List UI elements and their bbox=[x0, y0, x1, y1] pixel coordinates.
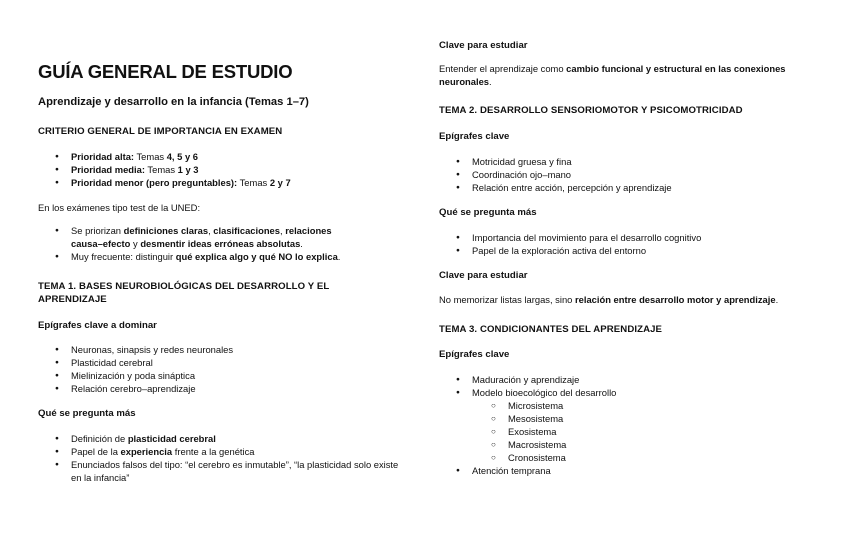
tema2-clave-heading: Clave para estudiar bbox=[439, 270, 528, 281]
tema3-subitem-4: ○ Macrosistema bbox=[439, 438, 566, 451]
tema3-epigrafe-2: ● Modelo bioecológico del desarrollo bbox=[439, 386, 616, 399]
priority-medium-item: ● Prioridad media: Temas 1 y 3 bbox=[38, 163, 199, 176]
tema2-pregunta-heading: Qué se pregunta más bbox=[439, 207, 537, 218]
tema1-pregunta-2: ● Papel de la experiencia frente a la genética bbox=[38, 445, 255, 458]
tema2-clave-text: No memorizar listas largas, sino relación entre desarrollo motor y aprendizaje. bbox=[439, 294, 779, 305]
tema2-epigrafe-3: ● Relación entre acción, percepción y aprendizaje bbox=[439, 181, 672, 194]
tema1-epigrafe-1: ● Neuronas, sinapsis y redes neuronales bbox=[38, 343, 233, 356]
tema2-heading: TEMA 2. DESARROLLO SENSORIOMOTOR Y PSICOMOTRICIDAD bbox=[439, 105, 743, 116]
page-title: GUÍA GENERAL DE ESTUDIO bbox=[38, 61, 293, 82]
tema2-epigrafe-2: ● Coordinación ojo–mano bbox=[439, 168, 571, 181]
tema3-subitem-1: ○ Microsistema bbox=[439, 399, 563, 412]
tema2-pregunta-1: ● Importancia del movimiento para el desarrollo cognitivo bbox=[439, 231, 701, 244]
tema1-epigrafe-4: ● Relación cerebro–aprendizaje bbox=[38, 382, 196, 395]
tema3-epigrafes-heading: Epígrafes clave bbox=[439, 349, 510, 360]
tema3-subitem-2: ○ Mesosistema bbox=[439, 412, 563, 425]
criterio-bullet-2: ● Muy frecuente: distinguir qué explica algo y qué NO lo explica. bbox=[38, 250, 340, 263]
tema1-clave-heading: Clave para estudiar bbox=[439, 40, 528, 51]
tema3-epigrafe-1: ● Maduración y aprendizaje bbox=[439, 373, 579, 386]
tema2-pregunta-2: ● Papel de la exploración activa del entorno bbox=[439, 244, 646, 257]
criterio-intro: En los exámenes tipo test de la UNED: bbox=[38, 202, 201, 213]
tema3-subitem-5: ○ Cronosistema bbox=[439, 451, 566, 464]
priority-high-item: ● Prioridad alta: Temas 4, 5 y 6 bbox=[38, 150, 198, 163]
tema3-heading: TEMA 3. CONDICIONANTES DEL APRENDIZAJE bbox=[439, 324, 663, 335]
tema1-heading: TEMA 1. BASES NEUROBIOLÓGICAS DEL DESARROLLO Y EL APRENDIZAJE bbox=[38, 281, 330, 305]
criterio-heading: CRITERIO GENERAL DE IMPORTANCIA EN EXAMEN bbox=[38, 126, 283, 137]
tema1-epigrafe-2: ● Plasticidad cerebral bbox=[38, 356, 153, 369]
tema1-pregunta-3: ● Enunciados falsos del tipo: “el cerebro es inmutable”, “la plasticidad solo existe en la infancia” bbox=[38, 458, 401, 484]
tema1-pregunta-1: ● Definición de plasticidad cerebral bbox=[38, 432, 216, 445]
tema1-clave-text: Entender el aprendizaje como cambio funcional y estructural en las conexiones neuronales. bbox=[439, 63, 786, 87]
page-subtitle: Aprendizaje y desarrollo en la infancia (Temas 1–7) bbox=[38, 96, 309, 108]
tema3-subitem-3: ○ Exosistema bbox=[439, 425, 556, 438]
tema1-epigrafe-3: ● Mielinización y poda sináptica bbox=[38, 369, 195, 382]
tema3-last-item: ● Atención temprana bbox=[439, 464, 551, 477]
tema1-pregunta-heading: Qué se pregunta más bbox=[38, 408, 136, 419]
priority-low-item: ● Prioridad menor (pero preguntables): Temas 2 y 7 bbox=[38, 176, 291, 189]
tema2-epigrafe-1: ● Motricidad gruesa y fina bbox=[439, 155, 572, 168]
tema1-epigrafes-heading: Epígrafes clave a dominar bbox=[38, 320, 157, 331]
criterio-bullet-1: ● Se priorizan definiciones claras, clasificaciones, relaciones causa–efecto y desmentir ideas erróneas absolutas. bbox=[38, 224, 361, 250]
tema2-epigrafes-heading: Epígrafes clave bbox=[439, 131, 510, 142]
